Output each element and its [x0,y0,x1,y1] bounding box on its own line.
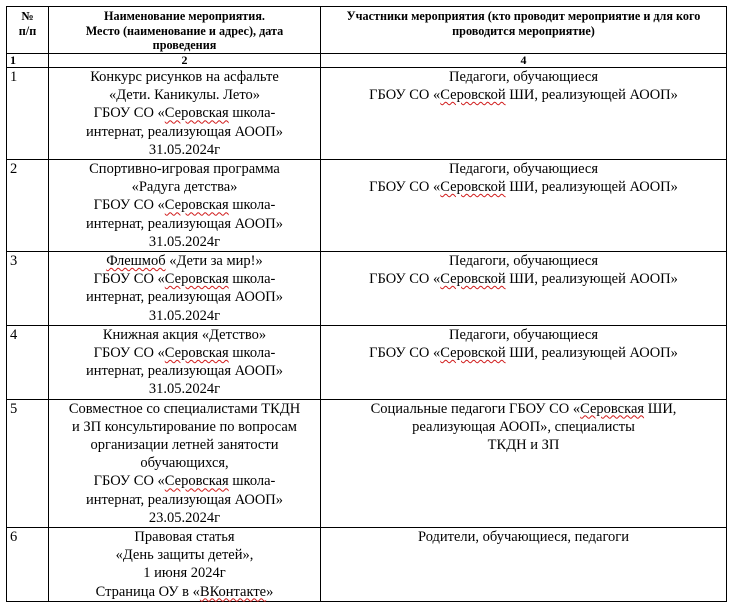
participants-line: ГБОУ СО «Серовской ШИ, реализующей АООП» [369,271,678,288]
event-line: 31.05.2024г [148,233,221,250]
participants-line: реализующая АООП», специалисты [412,418,635,435]
header-name-line: Наименование мероприятия. [104,9,265,23]
participants-cell [321,160,727,252]
table-row [7,399,727,527]
participants-line: Родители, обучающиеся, педагоги [417,529,629,546]
events-table [6,6,727,602]
event-line: ГБОУ СО «Серовская школа- [93,271,276,288]
event-line: Страница ОУ в «ВКонтакте» [95,583,274,600]
participants-line: ГБОУ СО «Серовской ШИ, реализующей АООП» [369,179,678,196]
event-line: Правовая статья [134,529,235,546]
event-line: Совместное со специалистами ТКДН [68,400,301,417]
event-line: 31.05.2024г [148,381,221,398]
header-participants-line: проводится мероприятие) [452,23,595,38]
event-line: Книжная акция «Детство» [102,326,267,343]
table-header-row [7,7,727,54]
event-name-cell [49,528,321,602]
participants-line: ГБОУ СО «Серовской ШИ, реализующей АООП» [369,87,678,104]
table-row [7,325,727,399]
event-line: «День защиты детей», [115,547,254,564]
event-line: интернат, реализующая АООП» [85,363,284,380]
participants-cell [321,528,727,602]
header-name-line: проведения [152,38,217,53]
event-name-cell [49,252,321,326]
event-line: 31.05.2024г [148,141,221,158]
event-line: Спортивно-игровая программа [89,161,280,178]
header-name-line: Место (наименование и адрес), дата [85,23,284,38]
event-line: интернат, реализующая АООП» [85,289,284,306]
column-number: 2 [49,54,321,68]
event-line: ГБОУ СО «Серовская школа- [93,473,276,490]
table-row [7,68,727,160]
row-number: 6 [7,528,49,602]
event-line: интернат, реализующая АООП» [85,215,284,232]
table-row [7,160,727,252]
event-line: ГБОУ СО «Серовская школа- [93,345,276,362]
row-number: 2 [7,160,49,252]
header-num [7,7,49,54]
table-row [7,528,727,602]
participants-cell [321,252,727,326]
row-number: 5 [7,399,49,527]
column-number-row [7,54,727,68]
participants-line: ГБОУ СО «Серовской ШИ, реализующей АООП» [369,345,678,362]
participants-cell [321,399,727,527]
row-number: 3 [7,252,49,326]
header-participants [321,7,727,54]
header-name [49,7,321,54]
event-name-cell [49,160,321,252]
event-line: организации летней занятости [90,437,279,454]
event-name-cell [49,325,321,399]
event-line: 23.05.2024г [148,509,221,526]
header-num-line: № [21,9,34,23]
event-line: обучающихся, [140,455,229,472]
event-line: Флешмоб «Дети за мир!» [106,253,263,270]
event-line: «Радуга детства» [131,179,238,196]
participants-cell [321,68,727,160]
participants-line: Педагоги, обучающиеся [448,69,599,85]
participants-cell [321,325,727,399]
document-page [6,6,727,602]
event-line: 1 июня 2024г [143,565,226,582]
header-participants-line: Участники мероприятия (кто проводит мероприятие и для кого [346,9,701,23]
event-line: «Дети. Каникулы. Лето» [108,87,261,104]
event-line: интернат, реализующая АООП» [85,491,284,508]
event-line: ГБОУ СО «Серовская школа- [93,197,276,214]
participants-line: Педагоги, обучающиеся [448,161,599,178]
participants-line: Педагоги, обучающиеся [448,326,599,343]
row-number: 1 [7,68,49,160]
event-line: ГБОУ СО «Серовская школа- [93,105,276,122]
column-number: 1 [7,54,49,68]
event-line: и ЗП консультирование по вопросам [72,418,297,435]
event-line: Конкурс рисунков на асфальте [90,69,279,85]
column-number: 4 [321,54,727,68]
event-line: 31.05.2024г [148,307,221,324]
participants-line: ТКДН и ЗП [487,437,560,454]
table-row [7,252,727,326]
row-number: 4 [7,325,49,399]
event-name-cell [49,399,321,527]
event-line: интернат, реализующая АООП» [85,123,284,140]
participants-line: Социальные педагоги ГБОУ СО «Серовская ШИ, [370,400,677,417]
participants-line: Педагоги, обучающиеся [448,253,599,270]
header-num-line: п/п [18,23,37,38]
event-name-cell [49,68,321,160]
